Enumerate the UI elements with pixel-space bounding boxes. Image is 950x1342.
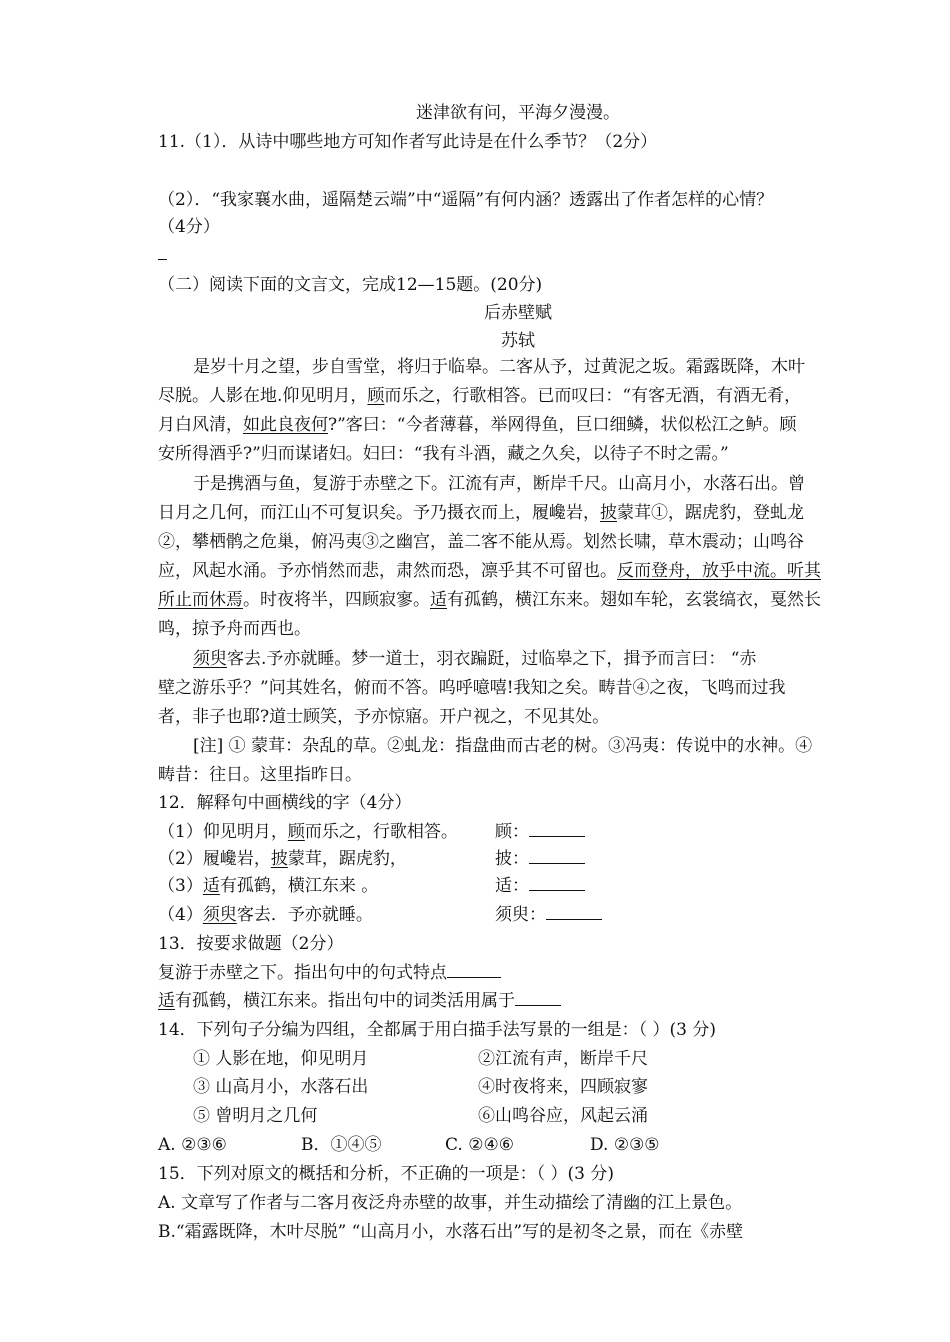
q14-option-d[interactable]: D. ②③⑤	[590, 1135, 660, 1155]
q11-part1: 11.（1）．从诗中哪些地方可知作者写此诗是在什么季节？（2分）	[158, 132, 658, 152]
q13-blank-2[interactable]	[515, 991, 561, 1006]
q14-option-c[interactable]: C. ②④⑥	[445, 1135, 514, 1155]
q12-answer-2: 披：	[495, 848, 585, 870]
q14-option-b[interactable]: B．①④⑤	[301, 1135, 382, 1155]
q12-blank-2[interactable]	[529, 849, 585, 864]
q12-answer-4: 须臾：	[495, 904, 602, 926]
passage-p2-line3: ②，攀栖鹘之危巢，俯冯夷③之幽宫，盖二客不能从焉。划然长啸，草木震动；山鸣谷	[158, 532, 804, 552]
passage-p2-line5: 所止而休焉。时夜将半，四顾寂寥。适有孤鹤，横江东来。翅如车轮，玄裳缟衣，戛然长	[158, 590, 821, 610]
passage-p3-line1: 须臾客去.予亦就睡。梦一道士，羽衣蹁跹，过临皋之下，揖予而言曰： “赤	[193, 649, 757, 669]
q12-item-1: （1）仰见明月，顾而乐之，行歌相答。 顾：	[158, 821, 878, 843]
passage-p3-line2: 壁之游乐乎？”问其姓名，俯而不答。呜呼噫嘻!我知之矣。畴昔④之夜，飞鸣而过我	[158, 678, 786, 698]
q15-title: 15．下列对原文的概括和分析，不正确的一项是：（ ）(3 分)	[158, 1164, 615, 1184]
passage-p2-line6: 鸣，掠予舟而西也。	[158, 619, 311, 639]
q14-item-2: ②江流有声，断岸千尺	[478, 1049, 648, 1069]
q11-part2-line1: （2）．“我家襄水曲，遥隔楚云端”中“遥隔”有何内涵？透露出了作者怎样的心情？	[158, 190, 774, 210]
passage-p1-line4: 安所得酒乎?”归而谋诸妇。妇曰：“我有斗酒，藏之久矣，以待子不时之需。”	[158, 444, 729, 464]
q14-row-2: ③ 山高月小，水落石出 ④时夜将来，四顾寂寥	[193, 1077, 648, 1097]
q15-option-a[interactable]: A. 文章写了作者与二客月夜泛舟赤壁的故事，并生动描绘了清幽的江上景色。	[158, 1193, 743, 1213]
q13-title: 13．按要求做题（2分）	[158, 934, 344, 954]
q12-title: 12．解释句中画横线的字（4分）	[158, 793, 412, 813]
q13-line1: 复游于赤壁之下。指出句中的句式特点	[158, 962, 878, 984]
passage-p2-line1: 于是携酒与鱼，复游于赤壁之下。江流有声，断岸千尺。山高月小，水落石出。曾	[193, 474, 805, 494]
passage-p1-line2: 尽脱。人影在地.仰见明月，顾而乐之，行歌相答。已而叹曰：“有客无酒，有酒无肴，	[158, 386, 802, 406]
section2-heading: （二）阅读下面的文言文，完成12—15题。(20分)	[158, 275, 543, 295]
passage-p2-line2: 日月之几何，而江山不可复识矣。予乃摄衣而上，履巉岩，披蒙茸①，踞虎豹，登虬龙	[158, 503, 804, 523]
answer-line-stub	[158, 259, 167, 260]
passage-author: 苏轼	[501, 331, 535, 351]
passage-p1-line1: 是岁十月之望，步自雪堂，将归于临皋。二客从予，过黄泥之坂。霜露既降，木叶	[193, 357, 805, 377]
q14-row-1: ① 人影在地，仰见明月 ②江流有声，断岸千尺	[193, 1049, 648, 1069]
poem-last-line: 迷津欲有问，平海夕漫漫。	[416, 103, 620, 123]
q12-item-4: （4）须臾客去．予亦就睡。 须臾：	[158, 904, 878, 926]
passage-p1-line3: 月白风清，如此良夜何?”客曰：“今者薄暮，举网得鱼，巨口细鳞，状似松江之鲈。顾	[158, 415, 797, 435]
q12-blank-4[interactable]	[546, 905, 602, 920]
q12-item-3: （3）适有孤鹤，横江东来 。 适：	[158, 875, 878, 897]
q12-blank-3[interactable]	[529, 876, 585, 891]
passage-title: 后赤壁赋	[484, 303, 552, 323]
q14-row-3: ⑤ 曾明月之几何 ⑥山鸣谷应，风起云涌	[193, 1106, 648, 1126]
q12-answer-1: 顾：	[495, 821, 585, 843]
q12-answer-3: 适：	[495, 875, 585, 897]
q13-blank-1[interactable]	[447, 963, 501, 978]
q13-line2: 适有孤鹤，横江东来。指出句中的词类活用属于	[158, 990, 878, 1012]
q12-blank-1[interactable]	[529, 822, 585, 837]
q15-option-b[interactable]: B.“霜露既降，木叶尽脱” “山高月小，水落石出”写的是初冬之景，而在《赤壁	[158, 1222, 744, 1242]
q14-item-6: ⑥山鸣谷应，风起云涌	[478, 1106, 648, 1126]
q14-title: 14．下列句子分编为四组，全都属于用白描手法写景的一组是：（ ）(3 分)	[158, 1020, 717, 1040]
q14-option-a[interactable]: A. ②③⑥	[158, 1135, 227, 1155]
q11-part2-line2: （4分）	[158, 217, 220, 237]
passage-note-line1: [注] ① 蒙茸：杂乱的草。②虬龙：指盘曲而古老的树。③冯夷：传说中的水神。④	[193, 736, 813, 756]
passage-p2-line4: 应，风起水涌。予亦悄然而悲，肃然而恐，凛乎其不可留也。反而登舟，放乎中流。听其	[158, 561, 821, 581]
passage-p3-line3: 者，非子也耶?道士顾笑，予亦惊寤。开户视之，不见其处。	[158, 707, 610, 727]
passage-note-line2: 畴昔：往日。这里指昨日。	[158, 765, 362, 785]
q12-item-2: （2）履巉岩，披蒙茸，踞虎豹， 披：	[158, 848, 878, 870]
q14-item-4: ④时夜将来，四顾寂寥	[478, 1077, 648, 1097]
